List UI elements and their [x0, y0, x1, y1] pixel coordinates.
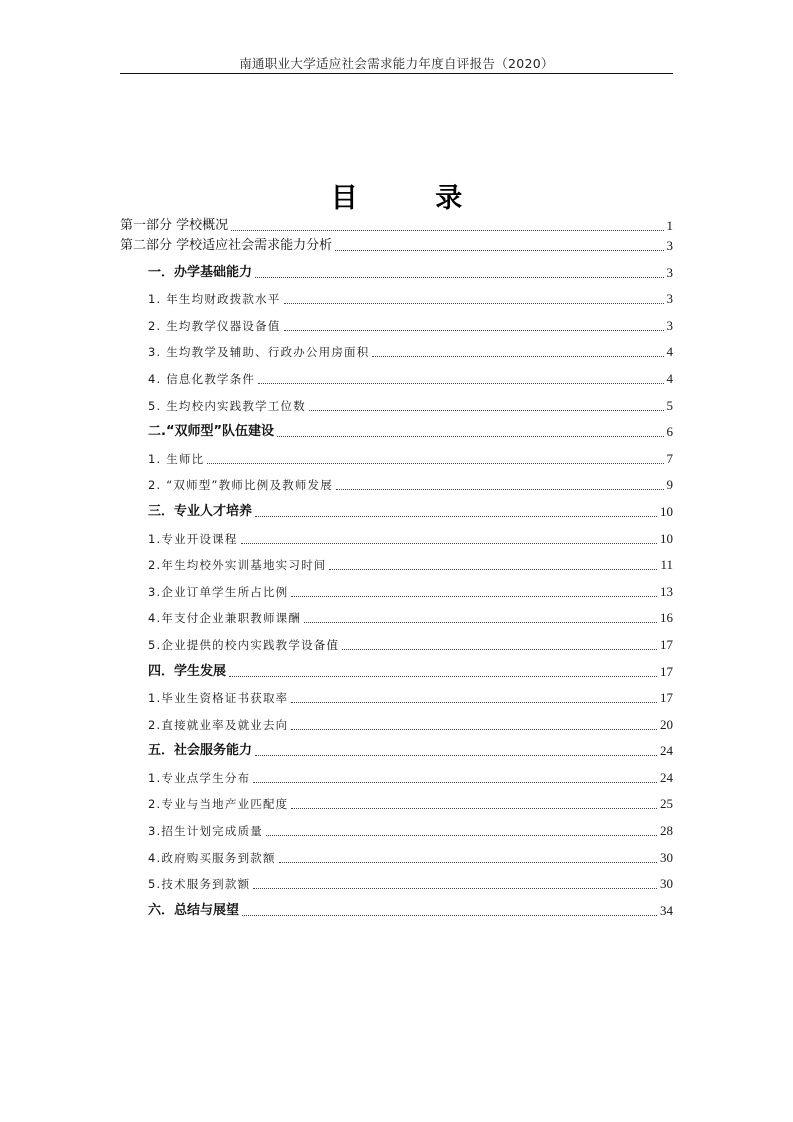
toc-dot-leader [291, 729, 657, 730]
toc-page-number: 34 [660, 902, 673, 918]
toc-dot-leader [342, 649, 657, 650]
toc-entry[interactable] [120, 839, 673, 866]
toc-page-number: 10 [660, 530, 673, 546]
toc-entry-title: 3.企业订单学生所占比例 [148, 584, 289, 599]
toc-dot-leader [291, 702, 657, 703]
toc-entry-title: 1. 年生均财政拨款水平 [148, 292, 281, 307]
toc-entry-title: 2. “双师型”教师比例及教师发展 [148, 478, 333, 493]
toc-dot-leader [255, 277, 663, 278]
toc-entry-title: 2.直接就业率及就业去向 [148, 717, 289, 732]
running-header: 南通职业大学适应社会需求能力年度自评报告（2020） [239, 56, 554, 71]
toc-entry-title: 一．办学基础能力 [148, 264, 253, 280]
toc-entry[interactable] [120, 892, 673, 919]
toc-entry[interactable] [120, 467, 673, 494]
toc-entry-title: 1.专业开设课程 [148, 531, 238, 546]
toc-entry[interactable] [120, 812, 673, 839]
toc-page-number: 5 [666, 397, 673, 413]
toc-entry-title: 五．社会服务能力 [148, 743, 253, 759]
toc-page-number: 24 [660, 769, 673, 785]
toc-entry[interactable] [120, 360, 673, 387]
toc-entry[interactable] [120, 600, 673, 627]
toc-dot-leader [277, 436, 663, 437]
toc-page-number: 9 [666, 477, 673, 493]
toc-entry[interactable] [120, 493, 673, 520]
toc-page-number: 3 [666, 238, 673, 253]
toc-entry[interactable] [120, 706, 673, 733]
toc-dot-leader [241, 543, 657, 544]
toc-entry-title: 第一部分 学校概况 [120, 218, 229, 233]
toc-page-number: 10 [660, 503, 673, 519]
toc-entry[interactable] [120, 334, 673, 361]
toc-page-number: 30 [660, 849, 673, 865]
toc-entry-title: 3.招生计划完成质量 [148, 824, 263, 839]
toc-page-number: 13 [660, 583, 673, 599]
toc-entry-title: 4.年支付企业兼职教师课酬 [148, 611, 302, 626]
toc-page-number: 24 [660, 743, 673, 759]
toc-entry-title: 二.“双师型”队伍建设 [148, 424, 275, 440]
toc-entry-title: 2.年生均校外实训基地实习时间 [148, 558, 327, 573]
toc-dot-leader [284, 330, 664, 331]
toc-page-number: 7 [666, 450, 673, 466]
toc-page-number: 17 [660, 636, 673, 652]
toc-dot-leader [229, 676, 657, 677]
toc-dot-leader [284, 303, 664, 304]
toc-entry-title: 四．学生发展 [148, 663, 227, 679]
toc-entry[interactable] [120, 866, 673, 893]
toc-dot-leader [372, 356, 663, 357]
toc-entry-title: 第二部分 学校适应社会需求能力分析 [120, 238, 333, 253]
toc-page-number: 20 [660, 716, 673, 732]
toc-dot-leader [255, 755, 657, 756]
toc-entry[interactable] [120, 759, 673, 786]
toc-entry[interactable] [120, 234, 673, 254]
toc-entry-title: 4.政府购买服务到款额 [148, 850, 276, 865]
toc-page-number: 4 [666, 344, 673, 360]
toc-entry-title: 1. 生师比 [148, 451, 205, 466]
toc-dot-leader [258, 383, 663, 384]
toc-page-number: 30 [660, 876, 673, 892]
toc-page-number: 28 [660, 823, 673, 839]
toc-dot-leader [207, 463, 663, 464]
toc-entry[interactable] [120, 414, 673, 441]
toc-entry-title: 三．专业人才培养 [148, 503, 253, 519]
toc-dot-leader [329, 569, 657, 570]
toc-entry[interactable] [120, 387, 673, 414]
toc-dot-leader [255, 516, 657, 517]
toc-entry[interactable] [120, 653, 673, 680]
header-rule [120, 73, 673, 74]
toc-entry-title: 2. 生均教学仪器设备值 [148, 318, 281, 333]
toc-dot-leader [253, 782, 657, 783]
toc-entry[interactable] [120, 254, 673, 281]
toc-dot-leader [279, 862, 657, 863]
toc-entry[interactable] [120, 520, 673, 547]
toc-entry[interactable] [120, 573, 673, 600]
toc-dot-leader [253, 888, 657, 889]
toc-entry[interactable] [120, 281, 673, 308]
toc-page-number: 1 [666, 218, 673, 233]
toc-page-number: 16 [660, 610, 673, 626]
toc-entry[interactable] [120, 547, 673, 574]
table-of-contents [120, 214, 673, 919]
toc-entry[interactable] [120, 680, 673, 707]
toc-page-number: 25 [660, 796, 673, 812]
toc-entry[interactable] [120, 733, 673, 760]
toc-page-number: 17 [660, 663, 673, 679]
toc-dot-leader [231, 230, 663, 231]
toc-dot-leader [291, 596, 657, 597]
toc-page-number: 17 [660, 690, 673, 706]
toc-dot-leader [309, 410, 664, 411]
toc-page-number: 11 [660, 557, 673, 573]
toc-page-number: 6 [666, 424, 673, 440]
toc-entry-title: 5.企业提供的校内实践教学设备值 [148, 637, 340, 652]
toc-dot-leader [266, 835, 657, 836]
toc-entry[interactable] [120, 307, 673, 334]
toc-entry-title: 5. 生均校内实践教学工位数 [148, 398, 306, 413]
toc-entry[interactable] [120, 440, 673, 467]
toc-page-number: 3 [666, 291, 673, 307]
toc-page-number: 4 [666, 370, 673, 386]
toc-entry[interactable] [120, 214, 673, 234]
toc-entry-title: 3. 生均教学及辅助、行政办公用房面积 [148, 345, 370, 360]
toc-dot-leader [336, 489, 664, 490]
toc-entry-title: 4. 信息化教学条件 [148, 371, 256, 386]
toc-page-number: 3 [666, 264, 673, 280]
toc-entry-title: 5.技术服务到款额 [148, 877, 251, 892]
toc-page-number: 3 [666, 317, 673, 333]
toc-title: 目 录 [330, 183, 497, 214]
toc-entry-title: 六．总结与展望 [148, 902, 240, 918]
toc-entry[interactable] [120, 626, 673, 653]
toc-dot-leader [335, 250, 663, 251]
toc-entry-title: 1.毕业生资格证书获取率 [148, 691, 289, 706]
toc-entry-title: 2.专业与当地产业匹配度 [148, 797, 289, 812]
toc-entry-title: 1.专业点学生分布 [148, 770, 251, 785]
toc-entry[interactable] [120, 786, 673, 813]
toc-dot-leader [242, 915, 657, 916]
toc-dot-leader [291, 808, 657, 809]
toc-dot-leader [304, 622, 657, 623]
